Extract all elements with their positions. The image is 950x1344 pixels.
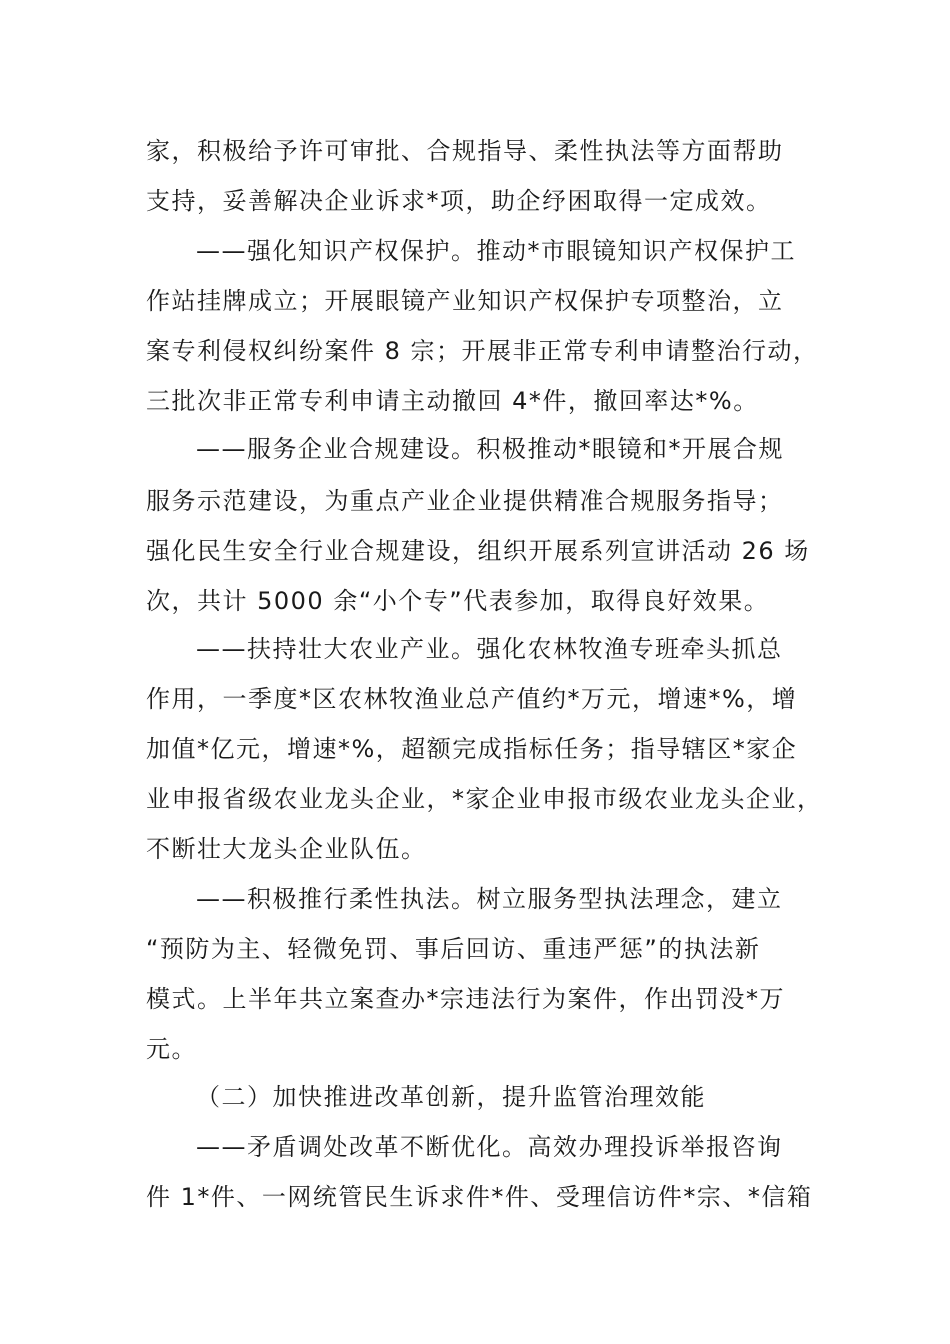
paragraph-line: 件 1*件、一网统管民生诉求件*件、受理信访件*宗、*信箱 — [146, 1183, 813, 1211]
subsection-title: （二）加快推进改革创新，提升监管治理效能 — [196, 1083, 706, 1111]
paragraph-line: 次，共计 5000 余“小个专”代表参加，取得良好效果。 — [146, 587, 770, 615]
paragraph-line: 作站挂牌成立；开展眼镜产业知识产权保护专项整治，立 — [146, 287, 784, 315]
paragraph-line: 家，积极给予许可审批、合规指导、柔性执法等方面帮助 — [146, 137, 784, 165]
paragraph-line: “预防为主、轻微免罚、事后回访、重违严惩”的执法新 — [146, 935, 761, 963]
paragraph-line: 作用，一季度*区农林牧渔业总产值约*万元，增速*%，增 — [146, 685, 798, 713]
paragraph-line: 支持，妥善解决企业诉求*项，助企纾困取得一定成效。 — [146, 187, 772, 215]
paragraph-line: 强化民生安全行业合规建设，组织开展系列宣讲活动 26 场 — [146, 537, 810, 565]
paragraph-line: 模式。上半年共立案查办*宗违法行为案件，作出罚没*万 — [146, 985, 785, 1013]
paragraph-line: 不断壮大龙头企业队伍。 — [146, 835, 427, 863]
section-heading-line: ——服务企业合规建设。积极推动*眼镜和*开展合规 — [196, 435, 784, 463]
section-heading-line: ——扶持壮大农业产业。强化农林牧渔专班牵头抓总 — [196, 635, 783, 663]
section-heading-line: ——积极推行柔性执法。树立服务型执法理念，建立 — [196, 885, 783, 913]
paragraph-line: 案专利侵权纠纷案件 8 宗；开展非正常专利申请整治行动， — [146, 337, 819, 365]
paragraph-line: 元。 — [146, 1035, 197, 1063]
paragraph-line: 加值*亿元，增速*%，超额完成指标任务；指导辖区*家企 — [146, 735, 798, 763]
section-heading-line: ——矛盾调处改革不断优化。高效办理投诉举报咨询 — [196, 1133, 783, 1161]
paragraph-line: 三批次非正常专利申请主动撤回 4*件，撤回率达*%。 — [146, 387, 759, 415]
paragraph-line: 服务示范建设，为重点产业企业提供精准合规服务指导； — [146, 487, 784, 515]
section-heading-line: ——强化知识产权保护。推动*市眼镜知识产权保护工 — [196, 237, 796, 265]
paragraph-line: 业申报省级农业龙头企业，*家企业申报市级农业龙头企业， — [146, 785, 823, 813]
